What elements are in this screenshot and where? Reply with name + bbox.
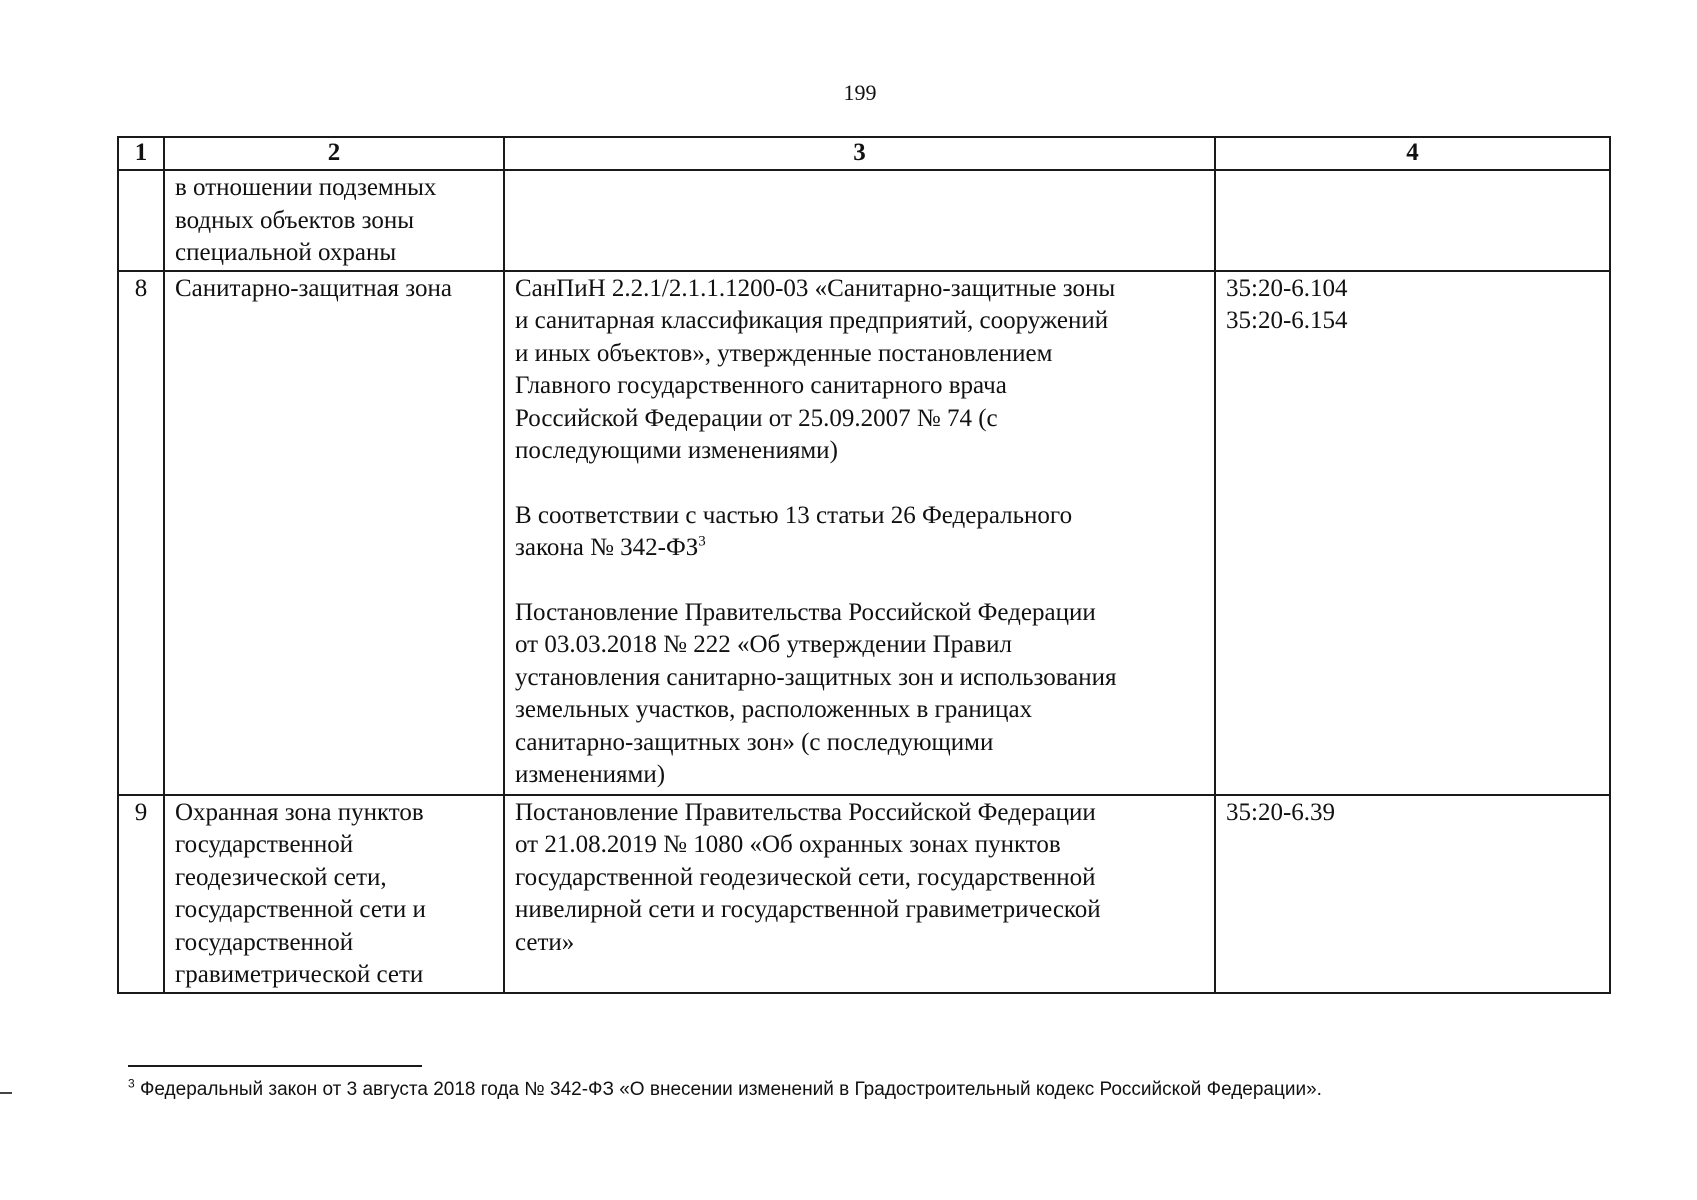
text-line: земельных участков, расположенных в границах: [515, 696, 1033, 723]
footnote: [128, 1078, 1608, 1102]
zone-name-cell: [164, 795, 504, 993]
text-line: Охранная зона пунктов: [175, 798, 424, 826]
text-line: нивелирной сети и государственной гравиметрической: [515, 896, 1101, 923]
text-line: [515, 532, 1204, 565]
text-fragment: закона № 342-ФЗ: [515, 534, 699, 561]
row-number: [118, 170, 164, 271]
text-line: Постановление Правительства Российской Федерации: [515, 798, 1096, 826]
legal-document: [515, 500, 1204, 565]
text-line: и иных объектов», утвержденные постановлением: [515, 339, 1053, 367]
margin-mark: [0, 1092, 12, 1094]
registry-codes-cell: [1215, 170, 1610, 271]
footnote-reference[interactable]: 3: [698, 533, 706, 550]
column-header-2: 2: [164, 137, 504, 170]
text-line: государственной: [175, 831, 354, 858]
text-line: в отношении подземных: [175, 174, 437, 201]
text-line: Санитарно-защитная зона: [175, 274, 453, 302]
footnote-text: Федеральный закон от 3 августа 2018 года № 342-ФЗ «О внесении изменений в Градостроительный кодекс Российской Федерации».: [134, 1079, 1322, 1100]
text-line: специальной охраны: [175, 239, 397, 266]
table-row: [118, 795, 1610, 993]
table-row: [118, 170, 1610, 271]
text-line: геодезической сети,: [175, 863, 387, 891]
text-line: В соответствии с частью 13 статьи 26 Федерального: [515, 501, 1073, 529]
row-number: 9: [118, 795, 164, 993]
registry-codes-cell: [1215, 271, 1610, 795]
legal-document: [515, 797, 1204, 960]
text-line: государственной: [175, 928, 354, 956]
table-row: [118, 271, 1610, 795]
text-line: от 21.08.2019 № 1080 «Об охранных зонах пунктов: [515, 831, 1061, 858]
text-line: водных объектов зоны: [175, 206, 415, 234]
legal-basis-cell: [504, 271, 1215, 795]
text-line: изменениями): [515, 761, 666, 788]
legal-basis-cell: [504, 795, 1215, 993]
text-line: Главного государственного санитарного врача: [515, 372, 1007, 399]
registry-code: 35:20-6.104: [1226, 274, 1348, 302]
text-line: последующими изменениями): [515, 437, 838, 464]
text-line: и санитарная классификация предприятий, сооружений: [515, 307, 1109, 334]
zones-table: [117, 136, 1611, 994]
text-line: Российской Федерации от 25.09.2007 № 74 (с: [515, 404, 998, 432]
column-header-3: 3: [504, 137, 1215, 170]
text-line: СанПиН 2.2.1/2.1.1.1200-03 «Санитарно-защитные зоны: [515, 274, 1116, 302]
zone-name-cell: [164, 271, 504, 795]
legal-document: [515, 273, 1204, 468]
header-row: [118, 137, 1610, 170]
text-line: сети»: [515, 928, 575, 956]
registry-code: 35:20-6.154: [1226, 307, 1348, 334]
legal-basis-cell: [504, 170, 1215, 271]
registry-code: 35:20-6.39: [1226, 798, 1336, 826]
footnote-mark: 3: [128, 1076, 135, 1091]
page-number: 199: [843, 80, 877, 105]
text-line: Постановление Правительства Российской Федерации: [515, 598, 1096, 626]
text-line: государственной сети и: [175, 896, 426, 923]
legal-document: [515, 597, 1204, 792]
footnote-separator: [128, 1065, 422, 1067]
text-line: государственной геодезической сети, государственной: [515, 863, 1096, 891]
zone-name-cell: [164, 170, 504, 271]
text-line: от 03.03.2018 № 222 «Об утверждении Правил: [515, 631, 1012, 658]
text-line: установления санитарно-защитных зон и использования: [515, 663, 1117, 691]
text-line: санитарно-защитных зон» (с последующими: [515, 728, 994, 756]
column-header-4: 4: [1215, 137, 1610, 170]
column-header-1: 1: [118, 137, 164, 170]
registry-codes-cell: [1215, 795, 1610, 993]
text-line: гравиметрической сети: [175, 961, 424, 988]
row-number: 8: [118, 271, 164, 795]
